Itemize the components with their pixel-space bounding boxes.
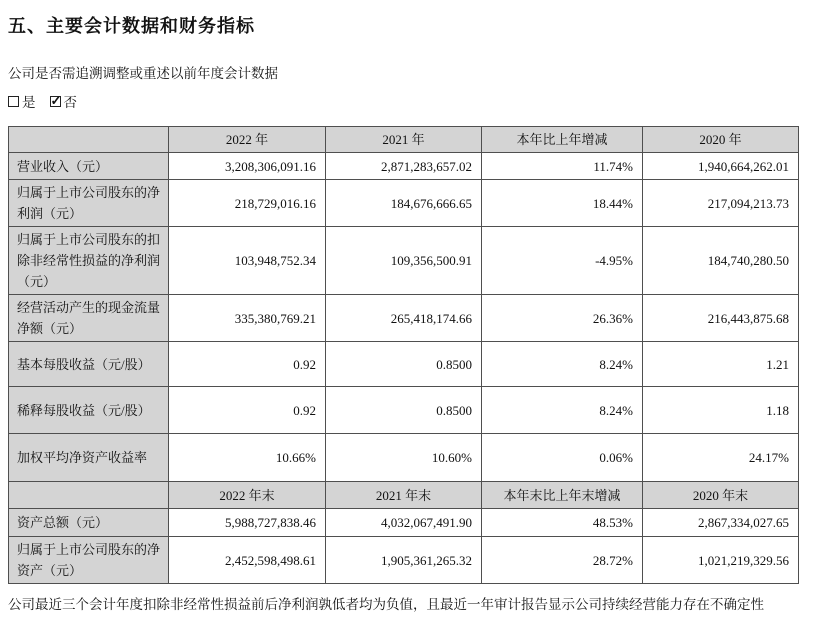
cell-2021: 10.60% [326,434,482,482]
cell-change: 18.44% [482,180,643,227]
restatement-question: 公司是否需追溯调整或重述以前年度会计数据 [8,66,278,81]
table-row-net-profit [9,180,799,227]
cell-2020: 184,740,280.50 [643,227,799,295]
cell-2022: 2,452,598,498.61 [169,537,326,584]
going-concern-footnote: 公司最近三个会计年度扣除非经常性损益前后净利润孰低者均为负值，且最近一年审计报告显示公司持续经营能力存在不确定性 [8,597,764,612]
cell-change: 8.24% [482,342,643,387]
row-label: 归属于上市公司股东的净利润（元） [9,180,169,227]
cell-2020: 217,094,213.73 [643,180,799,227]
cell-2020: 2,867,334,027.65 [643,509,799,537]
cell-change: 11.74% [482,153,643,180]
cell-2021: 2,871,283,657.02 [326,153,482,180]
corner-cell [9,482,169,509]
page-title: 五、主要会计数据和财务指标 [8,16,255,36]
cell-2021: 0.8500 [326,387,482,434]
cell-2020: 1,940,664,262.01 [643,153,799,180]
cell-2022: 5,988,727,838.46 [169,509,326,537]
cell-2020: 1.18 [643,387,799,434]
column-header-end-change: 本年末比上年末增减 [482,482,643,509]
cell-change: 0.06% [482,434,643,482]
cell-2021: 109,356,500.91 [326,227,482,295]
cell-2022: 10.66% [169,434,326,482]
table-row-revenue [9,153,799,180]
table-row-weighted-roe [9,434,799,482]
checkbox-unchecked-icon [8,96,19,107]
row-label: 加权平均净资产收益率 [9,434,169,482]
cell-2022: 0.92 [169,387,326,434]
cell-change: 26.36% [482,295,643,342]
annual-header-row [9,127,799,153]
cell-change: 28.72% [482,537,643,584]
row-label: 经营活动产生的现金流量净额（元） [9,295,169,342]
column-header-2021: 2021 年 [326,127,482,153]
row-label: 基本每股收益（元/股） [9,342,169,387]
cell-2022: 0.92 [169,342,326,387]
cell-2022: 335,380,769.21 [169,295,326,342]
cell-2022: 218,729,016.16 [169,180,326,227]
cell-2022: 3,208,306,091.16 [169,153,326,180]
row-label: 营业收入（元） [9,153,169,180]
table-row-net-profit-deducted [9,227,799,295]
cell-2022: 103,948,752.34 [169,227,326,295]
column-header-change: 本年比上年增减 [482,127,643,153]
cell-change: -4.95% [482,227,643,295]
cell-2021: 1,905,361,265.32 [326,537,482,584]
checkbox-no-group [50,91,78,111]
row-label: 资产总额（元） [9,509,169,537]
table-row-total-assets [9,509,799,537]
checkbox-no-label: 否 [63,95,77,110]
column-header-2020-end: 2020 年末 [643,482,799,509]
cell-2021: 265,418,174.66 [326,295,482,342]
table-row-diluted-eps [9,387,799,434]
yearend-header-row [9,482,799,509]
checkbox-yes-group [8,91,36,111]
corner-cell [9,127,169,153]
table-row-basic-eps [9,342,799,387]
checkbox-checked-icon [50,96,61,107]
cell-2021: 0.8500 [326,342,482,387]
row-label: 归属于上市公司股东的净资产（元） [9,537,169,584]
column-header-2020: 2020 年 [643,127,799,153]
column-header-2022: 2022 年 [169,127,326,153]
table-row-net-assets [9,537,799,584]
financial-indicators-table [8,126,799,584]
cell-2020: 216,443,875.68 [643,295,799,342]
cell-2021: 184,676,666.65 [326,180,482,227]
restatement-answer [8,91,822,111]
cell-2020: 1.21 [643,342,799,387]
row-label: 稀释每股收益（元/股） [9,387,169,434]
column-header-2021-end: 2021 年末 [326,482,482,509]
cell-2020: 1,021,219,329.56 [643,537,799,584]
checkbox-yes-label: 是 [22,95,36,110]
cell-change: 8.24% [482,387,643,434]
table-row-operating-cash-flow [9,295,799,342]
row-label: 归属于上市公司股东的扣除非经常性损益的净利润（元） [9,227,169,295]
column-header-2022-end: 2022 年末 [169,482,326,509]
cell-change: 48.53% [482,509,643,537]
cell-2020: 24.17% [643,434,799,482]
cell-2021: 4,032,067,491.90 [326,509,482,537]
